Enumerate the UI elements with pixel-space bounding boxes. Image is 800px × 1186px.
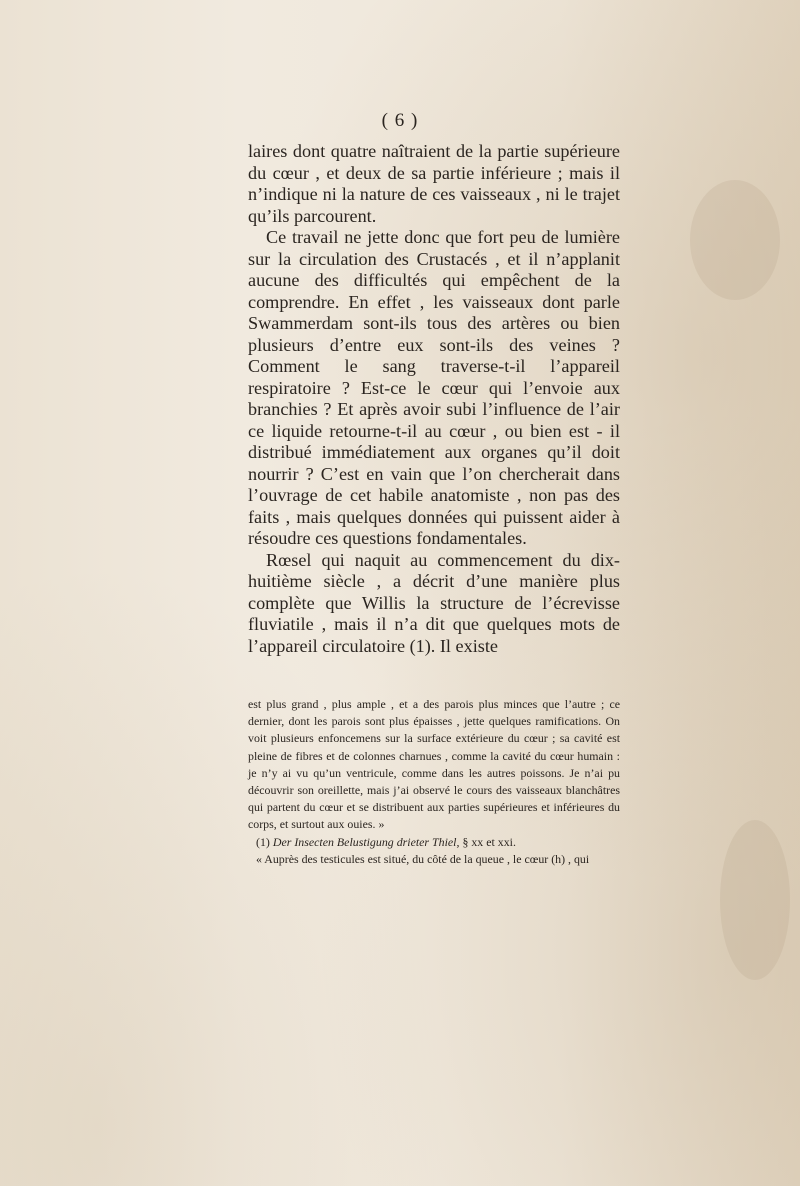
- footnote-reference: § xx et xxi.: [462, 834, 516, 849]
- page-number: ( 6 ): [381, 110, 419, 131]
- paper-stain: [690, 180, 780, 300]
- footnote-quote: « Auprès des testicules est situé, du côté de la queue , le cœur (h) , qui: [256, 851, 590, 866]
- footnote-marker: (1): [256, 834, 270, 849]
- footnote-title: Der Insecten Belustigung drieter Thiel,: [272, 834, 460, 849]
- footnote-1: [248, 834, 620, 851]
- paragraph: Rœsel qui naquit au commencement du dix-huitième siècle , a décrit d’une manière plus complète que Willis la structure de l’écrevisse fluviatile , mais il n’a dit que quelques mots de l’appareil circulatoire (1). Il existe: [248, 549, 620, 656]
- paragraph: laires dont quatre naîtraient de la partie supérieure du cœur , et deux de sa partie inférieure ; mais il n’indique ni la nature de ces vaisseaux , ni le trajet qu’ils parcourent.: [248, 141, 620, 226]
- footnotes: [248, 696, 620, 868]
- main-text: [248, 141, 620, 657]
- footnote-continuation: est plus grand , plus ample , et a des parois plus minces que l’autre ; ce dernier, dont les parois sont plus épaisses , jette quelques ramifications. On voit plusieurs enfoncemens sur la surface extérieure du cœur ; sa cavité est pleine de fibres et de colonnes charnues , comme la cavité du cœur humain : je n’y ai vu qu’un ventricule, comme dans les autres poissons. Je n’ai pu découvrir son oreillette, mais j’ai observé le cours des vaisseaux blanchâtres qui partent du cœur et se distribuent aux parties supérieures et inférieures du corps, et surtout aux ouies. »: [248, 697, 620, 832]
- paper-stain: [720, 820, 790, 980]
- paragraph: Ce travail ne jette donc que fort peu de lumière sur la circulation des Crustacés , et il n’applanit aucune des difficultés qui empêchent de la comprendre. En effet , les vaisseaux dont parle Swammerdam sont-ils tous des artères ou bien plusieurs d’entre eux sont-ils des veines ? Comment le sang traverse-t-il l’appareil respiratoire ? Est-ce le cœur qui l’envoie aux branchies ? Et après avoir subi l’influence de l’air ce liquide retourne-t-il au cœur , ou bien est - il distribué immédiatement aux organes qu’il doit nourrir ? C’est en vain que l’on chercherait dans l’ouvrage de cet habile anatomiste , non pas des faits , mais quelques données qui puissent aider à résoudre ces questions fondamentales.: [248, 227, 620, 548]
